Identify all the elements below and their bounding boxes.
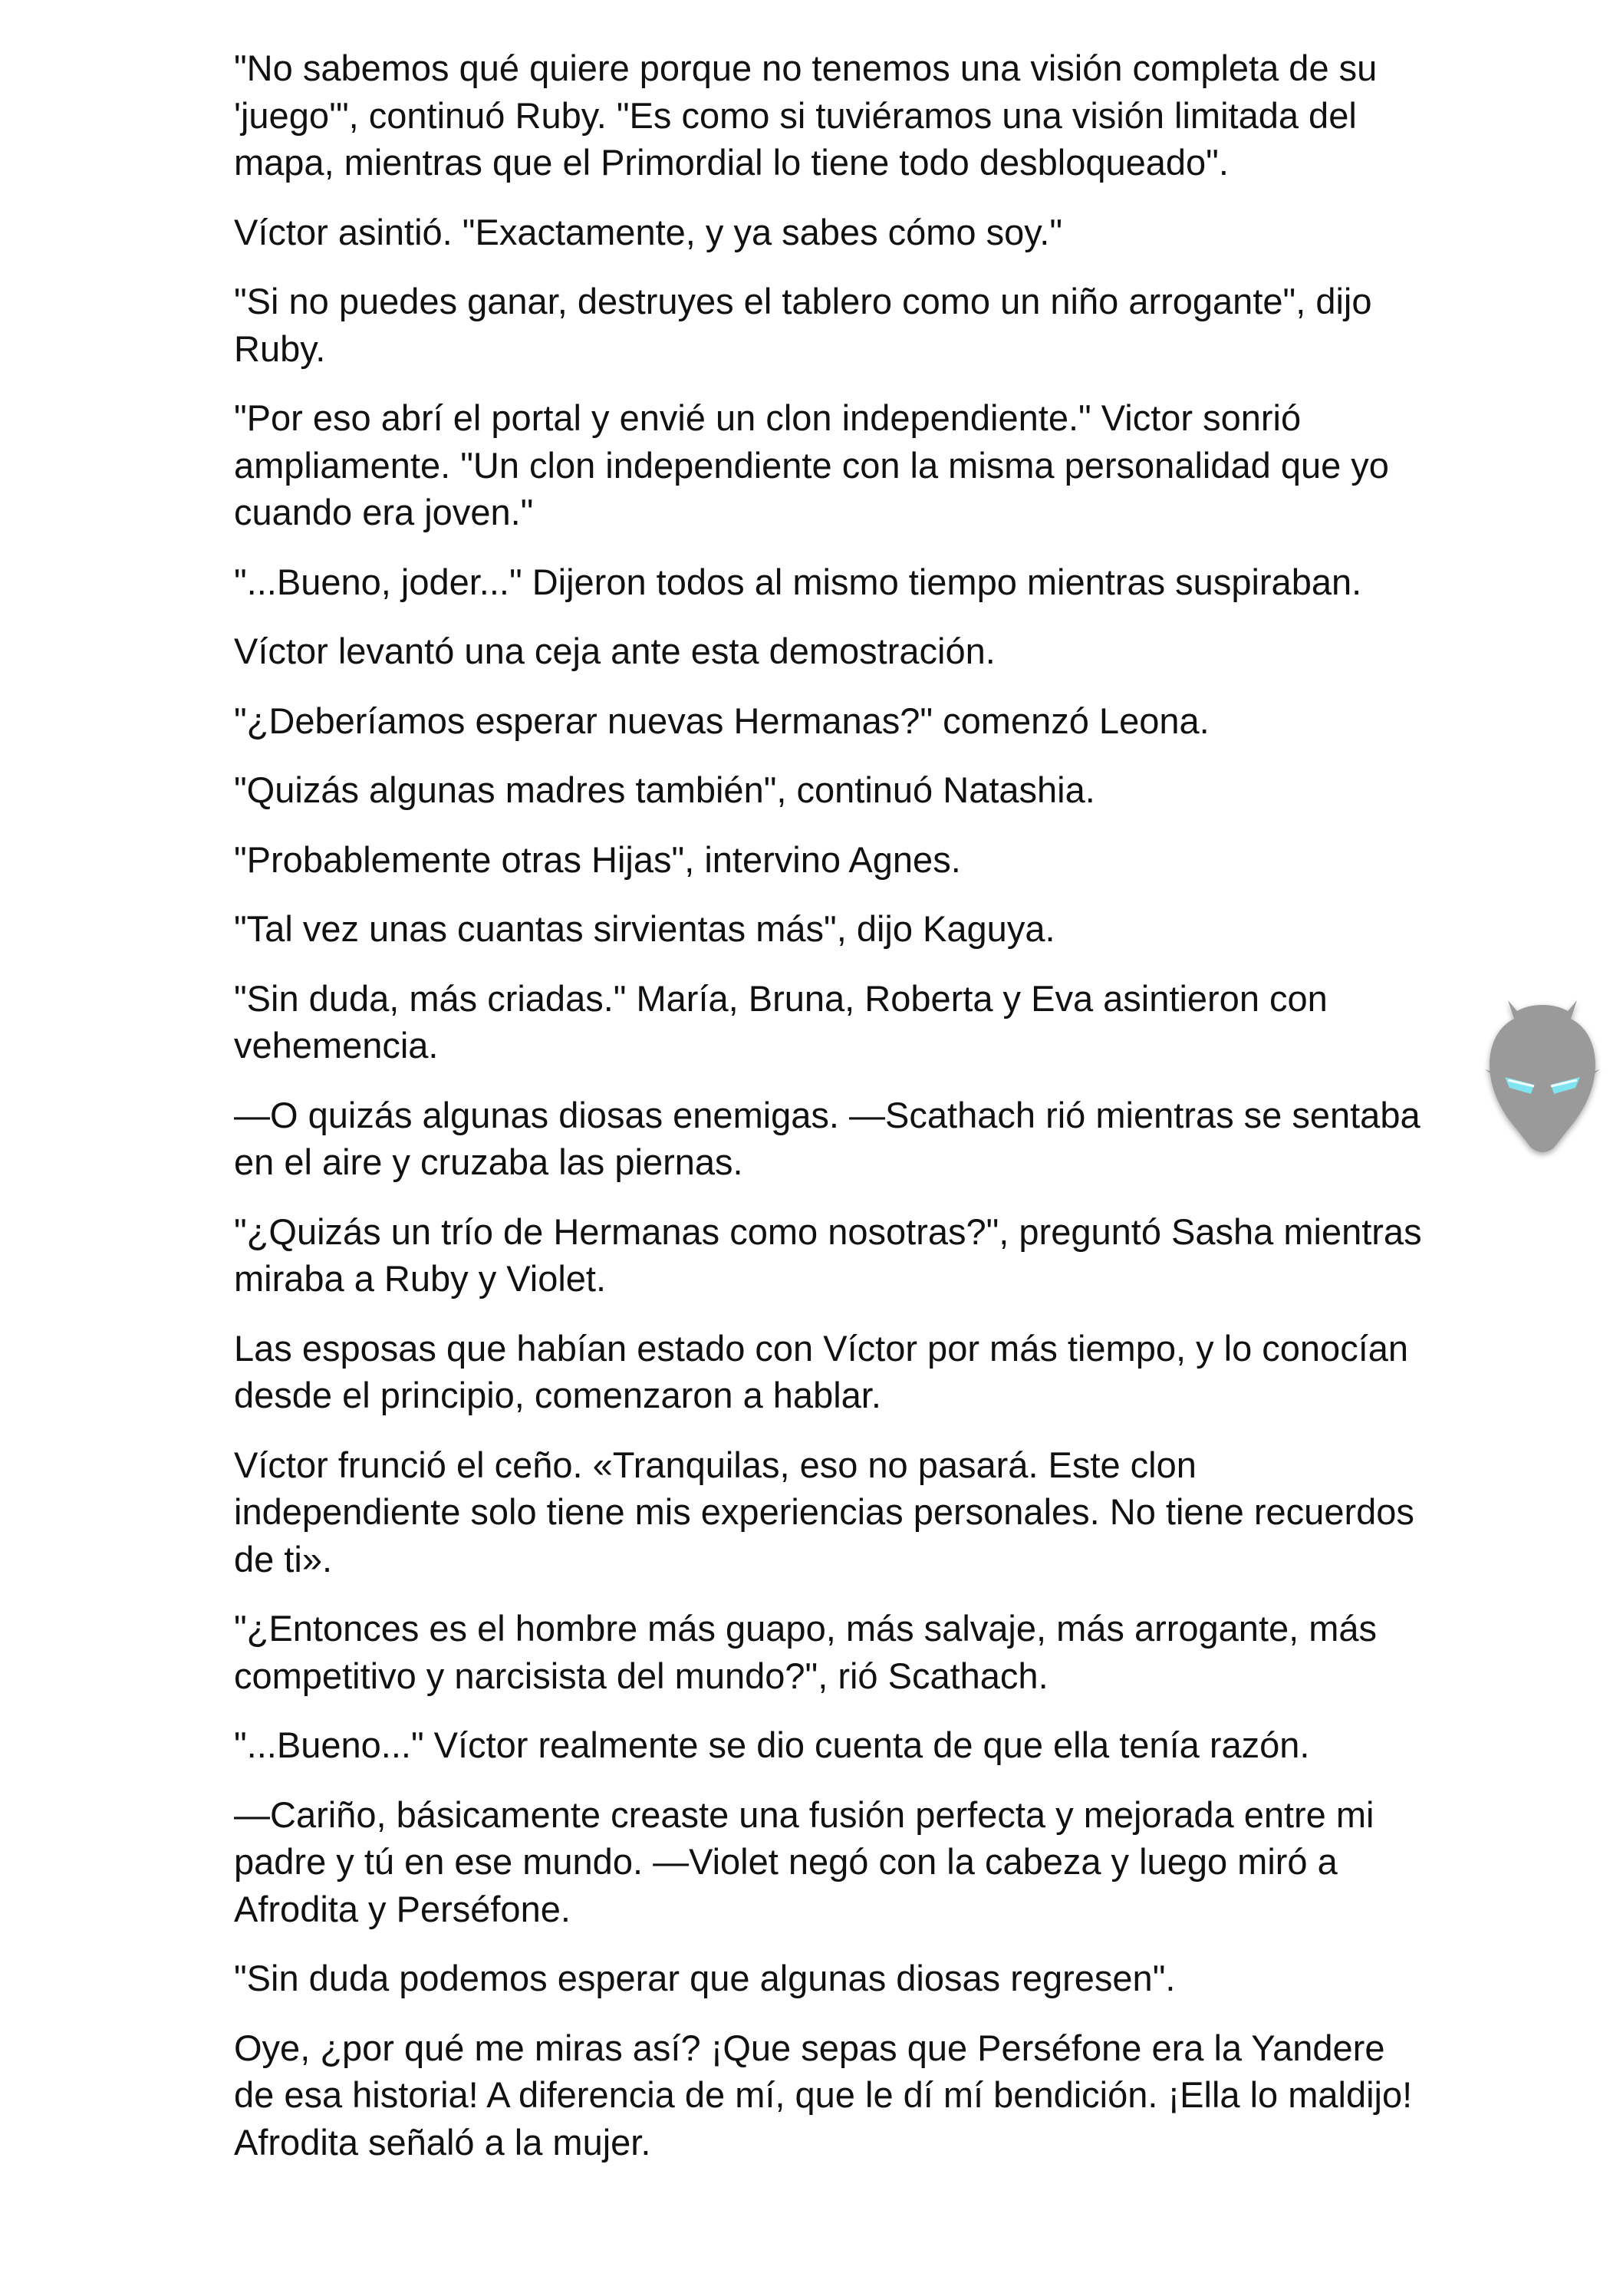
paragraph: Víctor levantó una ceja ante esta demostración. <box>234 631 996 671</box>
paragraph: "No sabemos qué quiere porque no tenemos una visión completa de su 'juego'", continuó Ruby. "Es como si tuviéramos una visión limitada del mapa, mientras que el Primordial lo tiene todo desbloqueado". <box>234 48 1378 183</box>
paragraph: Oye, ¿por qué me miras así? ¡Que sepas que Perséfone era la Yandere de esa historia! A diferencia de mí, que le dí mí bendición. ¡Ella lo maldijo! Afrodita señaló a la mujer. <box>234 2027 1413 2163</box>
paragraph: "Sin duda, más criadas." María, Bruna, Roberta y Eva asintieron con vehemencia. <box>234 977 1328 1066</box>
paragraph: —O quizás algunas diosas enemigas. —Scathach rió mientras se sentaba en el aire y cruzaba las piernas. <box>234 1094 1421 1182</box>
paragraph: "Probablemente otras Hijas", intervino Agnes. <box>234 838 961 880</box>
paragraph: —Cariño, básicamente creaste una fusión perfecta y mejorada entre mi padre y tú en ese mundo. —Violet negó con la cabeza y luego miró a Afrodita y Perséfone. <box>234 1794 1374 1929</box>
paragraph: "¿Deberíamos esperar nuevas Hermanas?" comenzó Leona. <box>234 700 1210 741</box>
paragraph: "Si no puedes ganar, destruyes el tablero como un niño arrogante", dijo Ruby. <box>234 281 1372 369</box>
paragraph: "Quizás algunas madres también", continuó Natashia. <box>234 769 1095 810</box>
paragraph: "...Bueno, joder..." Dijeron todos al mismo tiempo mientras suspiraban. <box>234 561 1362 602</box>
paragraph: "...Bueno..." Víctor realmente se dio cuenta de que ella tenía razón. <box>234 1724 1310 1765</box>
paragraph: Víctor frunció el ceño. «Tranquilas, eso no pasará. Este clon independiente solo tiene mis experiencias personales. No tiene recuerdos de ti». <box>234 1444 1414 1580</box>
paragraph: Víctor asintió. "Exactamente, y ya sabes cómo soy." <box>234 211 1063 252</box>
story-text <box>234 44 1430 2188</box>
paragraph: "¿Quizás un trío de Hermanas como nosotras?", preguntó Sasha mientras miraba a Ruby y Violet. <box>234 1211 1422 1299</box>
paragraph: "Tal vez unas cuantas sirvientas más", dijo Kaguya. <box>234 908 1055 949</box>
paragraph: "Por eso abrí el portal y envié un clon independiente." Victor sonrió ampliamente. "Un clon independiente con la misma personalidad que yo cuando era joven." <box>234 397 1389 532</box>
paragraph: "Sin duda podemos esperar que algunas diosas regresen". <box>234 1958 1176 1998</box>
paragraph: Las esposas que habían estado con Víctor por más tiempo, y lo conocían desde el principio, comenzaron a hablar. <box>234 1327 1409 1415</box>
demon-head-icon <box>1470 996 1615 1164</box>
paragraph: "¿Entonces es el hombre más guapo, más salvaje, más arrogante, más competitivo y narcisista del mundo?", rió Scathach. <box>234 1608 1378 1696</box>
demon-head-shape <box>1490 1000 1595 1152</box>
